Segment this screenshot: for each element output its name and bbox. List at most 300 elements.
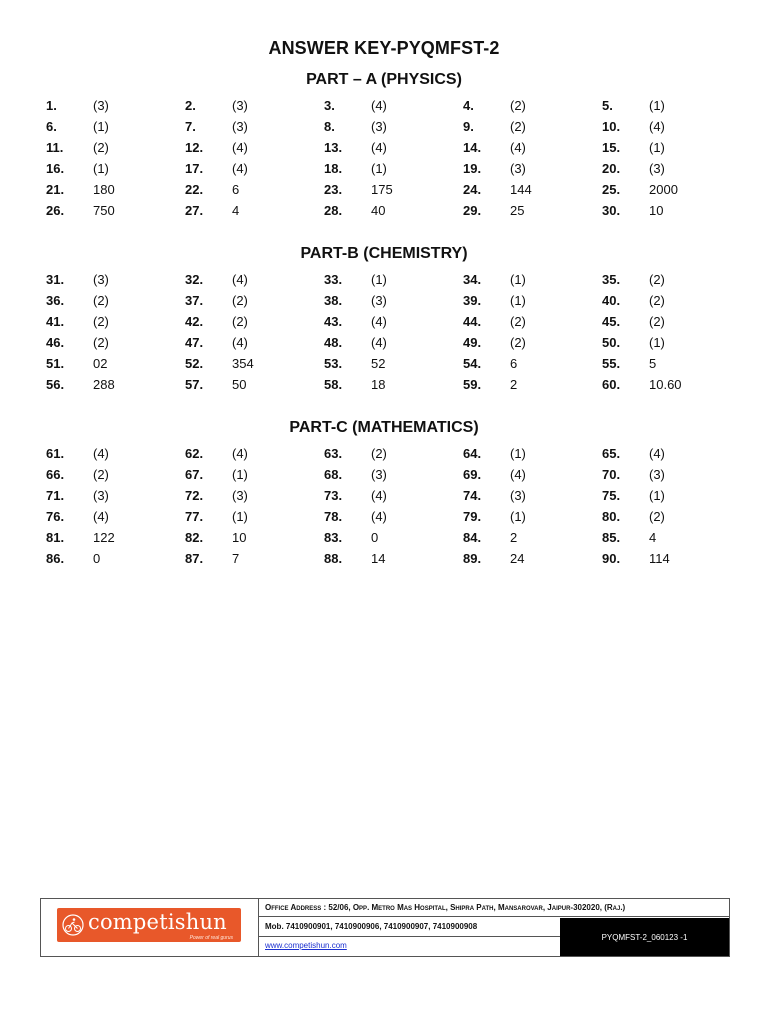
question-number: 54. (463, 356, 482, 371)
answer-row (46, 485, 746, 506)
answer-value: (2) (232, 293, 248, 308)
contact-info (259, 899, 729, 956)
answer-value: (2) (510, 119, 526, 134)
answer-value: 4 (232, 203, 240, 218)
question-number: 82. (185, 530, 204, 545)
question-number: 58. (324, 377, 343, 392)
answer-cell (185, 140, 324, 155)
answer-cell (46, 119, 185, 134)
answer-value: 0 (371, 530, 379, 545)
question-number: 9. (463, 119, 474, 134)
answer-value: (2) (93, 314, 109, 329)
question-number: 11. (46, 140, 64, 155)
answer-value: (4) (371, 98, 387, 113)
answer-value: 7 (232, 551, 240, 566)
answer-row (46, 137, 746, 158)
answer-cell (46, 446, 185, 461)
question-number: 28. (324, 203, 343, 218)
question-number: 26. (46, 203, 65, 218)
question-number: 75. (602, 488, 621, 503)
answer-cell (46, 488, 185, 503)
question-number: 70. (602, 467, 621, 482)
answer-value: (4) (649, 446, 665, 461)
answer-value: (4) (232, 161, 248, 176)
question-number: 32. (185, 272, 204, 287)
answer-value: (4) (371, 509, 387, 524)
answer-value: (3) (232, 488, 248, 503)
question-number: 43. (324, 314, 343, 329)
answer-cell (602, 356, 741, 371)
cyclist-icon (62, 914, 84, 936)
answer-cell (324, 467, 463, 482)
answer-cell (46, 509, 185, 524)
answer-value: (4) (510, 467, 526, 482)
answer-value: (3) (371, 293, 387, 308)
answer-cell (324, 119, 463, 134)
answer-value: (1) (649, 98, 665, 113)
answer-cell (185, 293, 324, 308)
question-number: 44. (463, 314, 482, 329)
question-number: 49. (463, 335, 482, 350)
question-number: 81. (46, 530, 65, 545)
question-number: 19. (463, 161, 482, 176)
logo-name: competishun (88, 910, 227, 934)
answer-row (46, 269, 746, 290)
document-code: PYQMFST-2_060123 -1 (560, 918, 729, 956)
question-number: 69. (463, 467, 482, 482)
answer-cell (324, 377, 463, 392)
question-number: 39. (463, 293, 482, 308)
answer-value: (3) (232, 98, 248, 113)
question-number: 29. (463, 203, 482, 218)
question-number: 30. (602, 203, 621, 218)
answer-cell (463, 293, 602, 308)
question-number: 13. (324, 140, 343, 155)
question-number: 45. (602, 314, 621, 329)
answer-cell (324, 335, 463, 350)
answer-value: 114 (649, 551, 670, 566)
answer-cell (46, 272, 185, 287)
office-address: Office Address : 52/06, Opp. Metro Mas Hospital, Shipra Path, Mansarovar, Jaipur-302020, (Raj.) (259, 899, 729, 917)
section-title-mathematics: PART-C (MATHEMATICS) (289, 419, 479, 436)
question-number: 10. (602, 119, 621, 134)
answer-cell (602, 203, 741, 218)
answer-cell (324, 182, 463, 197)
question-number: 60. (602, 377, 621, 392)
footer (40, 898, 730, 957)
answer-value: 2 (510, 377, 518, 392)
answer-value: 14 (371, 551, 386, 566)
answer-value: (2) (93, 467, 109, 482)
answer-value: 4 (649, 530, 657, 545)
answer-cell (463, 314, 602, 329)
answer-row (46, 200, 746, 221)
answer-value: 122 (93, 530, 115, 545)
question-number: 22. (185, 182, 204, 197)
answer-value: 10.60 (649, 377, 682, 392)
answer-cell (185, 530, 324, 545)
answer-value: (4) (510, 140, 526, 155)
question-number: 6. (46, 119, 57, 134)
question-number: 4. (463, 98, 474, 113)
answer-value: (3) (232, 119, 248, 134)
answer-cell (463, 446, 602, 461)
question-number: 87. (185, 551, 204, 566)
answer-cell (324, 530, 463, 545)
question-number: 21. (46, 182, 65, 197)
question-number: 72. (185, 488, 204, 503)
answer-value: 750 (93, 203, 115, 218)
question-number: 71. (46, 488, 65, 503)
answer-cell (602, 377, 741, 392)
answer-cell (463, 356, 602, 371)
question-number: 2. (185, 98, 196, 113)
answer-cell (463, 119, 602, 134)
question-number: 33. (324, 272, 343, 287)
website (259, 937, 560, 956)
answer-value: (3) (371, 119, 387, 134)
question-number: 86. (46, 551, 65, 566)
answer-cell (185, 182, 324, 197)
answer-cell (463, 509, 602, 524)
answer-cell (185, 446, 324, 461)
question-number: 47. (185, 335, 204, 350)
question-number: 83. (324, 530, 343, 545)
question-number: 38. (324, 293, 343, 308)
answer-value: (1) (371, 161, 387, 176)
question-number: 56. (46, 377, 65, 392)
answer-cell (46, 356, 185, 371)
answer-cell (324, 488, 463, 503)
answer-cell (602, 488, 741, 503)
answer-cell (324, 509, 463, 524)
answer-cell (324, 203, 463, 218)
answer-value: 6 (510, 356, 518, 371)
answer-cell (185, 161, 324, 176)
answer-row (46, 332, 746, 353)
question-number: 37. (185, 293, 204, 308)
answer-value: 02 (93, 356, 108, 371)
answer-row (46, 548, 746, 569)
answer-cell (46, 161, 185, 176)
answer-value: (1) (232, 467, 248, 482)
answer-cell (185, 98, 324, 113)
answer-grid-physics (46, 95, 746, 221)
answer-value: (1) (649, 335, 665, 350)
answer-value: (3) (93, 488, 109, 503)
answer-cell (324, 140, 463, 155)
answer-value: (4) (371, 140, 387, 155)
answer-cell (463, 551, 602, 566)
question-number: 20. (602, 161, 621, 176)
answer-row (46, 179, 746, 200)
answer-cell (46, 98, 185, 113)
answer-value: (2) (93, 293, 109, 308)
answer-value: 5 (649, 356, 657, 371)
answer-value: (4) (232, 272, 248, 287)
question-number: 24. (463, 182, 482, 197)
question-number: 12. (185, 140, 204, 155)
answer-value: (3) (649, 161, 665, 176)
answer-row (46, 527, 746, 548)
answer-cell (185, 488, 324, 503)
answer-grid-mathematics (46, 443, 746, 569)
answer-value: (1) (510, 293, 526, 308)
question-number: 14. (463, 140, 482, 155)
answer-cell (185, 119, 324, 134)
question-number: 7. (185, 119, 196, 134)
answer-row (46, 374, 746, 395)
answer-cell (463, 335, 602, 350)
answer-value: (2) (510, 335, 526, 350)
answer-value: 18 (371, 377, 386, 392)
answer-value: (2) (232, 314, 248, 329)
question-number: 89. (463, 551, 482, 566)
answer-value: (4) (232, 446, 248, 461)
answer-value: (2) (649, 509, 665, 524)
answer-value: 175 (371, 182, 393, 197)
answer-cell (185, 509, 324, 524)
answer-value: (1) (510, 509, 526, 524)
answer-cell (463, 272, 602, 287)
question-number: 77. (185, 509, 204, 524)
answer-cell (185, 335, 324, 350)
answer-cell (185, 551, 324, 566)
answer-row (46, 158, 746, 179)
answer-value: (4) (371, 335, 387, 350)
answer-value: 10 (232, 530, 247, 545)
question-number: 73. (324, 488, 343, 503)
question-number: 67. (185, 467, 204, 482)
answer-cell (46, 314, 185, 329)
question-number: 66. (46, 467, 65, 482)
question-number: 51. (46, 356, 65, 371)
answer-value: (3) (371, 467, 387, 482)
answer-cell (185, 272, 324, 287)
question-number: 5. (602, 98, 613, 113)
answer-value: (2) (649, 293, 665, 308)
answer-cell (602, 314, 741, 329)
answer-cell (46, 293, 185, 308)
question-number: 1. (46, 98, 57, 113)
question-number: 31. (46, 272, 65, 287)
answer-cell (463, 182, 602, 197)
answer-cell (463, 203, 602, 218)
answer-value: (2) (649, 272, 665, 287)
question-number: 40. (602, 293, 621, 308)
question-number: 64. (463, 446, 482, 461)
answer-cell (185, 314, 324, 329)
question-number: 35. (602, 272, 621, 287)
answer-cell (602, 467, 741, 482)
question-number: 90. (602, 551, 621, 566)
question-number: 78. (324, 509, 343, 524)
answer-cell (46, 335, 185, 350)
answer-cell (602, 272, 741, 287)
answer-value: 2000 (649, 182, 678, 197)
website-link[interactable]: www.competishun.com (265, 941, 347, 950)
answer-cell (324, 98, 463, 113)
answer-cell (46, 203, 185, 218)
answer-value: 6 (232, 182, 240, 197)
answer-row (46, 95, 746, 116)
answer-cell (463, 98, 602, 113)
answer-value: (1) (649, 140, 665, 155)
answer-cell (602, 140, 741, 155)
answer-cell (602, 551, 741, 566)
question-number: 79. (463, 509, 482, 524)
answer-value: (4) (649, 119, 665, 134)
answer-cell (463, 488, 602, 503)
question-number: 76. (46, 509, 65, 524)
answer-value: (3) (510, 488, 526, 503)
question-number: 57. (185, 377, 204, 392)
question-number: 34. (463, 272, 482, 287)
answer-value: 40 (371, 203, 386, 218)
answer-cell (324, 272, 463, 287)
question-number: 15. (602, 140, 621, 155)
answer-cell (46, 377, 185, 392)
answer-value: (4) (232, 140, 248, 155)
answer-value: (1) (649, 488, 665, 503)
answer-row (46, 464, 746, 485)
answer-cell (324, 161, 463, 176)
question-number: 55. (602, 356, 621, 371)
question-number: 74. (463, 488, 482, 503)
answer-value: (3) (93, 98, 109, 113)
answer-value: (1) (93, 161, 109, 176)
answer-cell (46, 140, 185, 155)
answer-row (46, 443, 746, 464)
question-number: 62. (185, 446, 204, 461)
question-number: 80. (602, 509, 621, 524)
answer-value: (4) (371, 314, 387, 329)
answer-cell (602, 509, 741, 524)
question-number: 16. (46, 161, 65, 176)
question-number: 61. (46, 446, 65, 461)
section-title-chemistry: PART-B (CHEMISTRY) (300, 245, 468, 262)
answer-row (46, 506, 746, 527)
question-number: 27. (185, 203, 204, 218)
answer-cell (602, 182, 741, 197)
question-number: 17. (185, 161, 204, 176)
question-number: 68. (324, 467, 343, 482)
answer-value: 24 (510, 551, 525, 566)
answer-value: 50 (232, 377, 247, 392)
answer-cell (463, 377, 602, 392)
answer-cell (324, 314, 463, 329)
answer-cell (324, 446, 463, 461)
answer-cell (463, 530, 602, 545)
answer-value: (4) (93, 446, 109, 461)
answer-value: (2) (371, 446, 387, 461)
answer-value: 25 (510, 203, 525, 218)
answer-value: (1) (510, 446, 526, 461)
answer-value: 52 (371, 356, 386, 371)
brand-logo (57, 908, 241, 942)
answer-cell (463, 140, 602, 155)
answer-value: 354 (232, 356, 254, 371)
answer-cell (463, 467, 602, 482)
answer-cell (185, 377, 324, 392)
answer-cell (46, 551, 185, 566)
answer-cell (185, 467, 324, 482)
answer-value: (1) (510, 272, 526, 287)
answer-value: (2) (510, 314, 526, 329)
question-number: 88. (324, 551, 343, 566)
question-number: 18. (324, 161, 343, 176)
question-number: 53. (324, 356, 343, 371)
answer-value: (1) (232, 509, 248, 524)
answer-value: 2 (510, 530, 518, 545)
answer-value: (4) (232, 335, 248, 350)
answer-cell (46, 467, 185, 482)
question-number: 3. (324, 98, 335, 113)
answer-cell (324, 551, 463, 566)
answer-value: (2) (93, 140, 109, 155)
answer-cell (602, 530, 741, 545)
question-number: 48. (324, 335, 343, 350)
answer-value: (3) (93, 272, 109, 287)
answer-cell (602, 293, 741, 308)
answer-value: (2) (93, 335, 109, 350)
answer-row (46, 353, 746, 374)
question-number: 52. (185, 356, 204, 371)
answer-value: (2) (649, 314, 665, 329)
answer-value: (2) (510, 98, 526, 113)
answer-cell (324, 293, 463, 308)
question-number: 8. (324, 119, 335, 134)
question-number: 42. (185, 314, 204, 329)
answer-value: (4) (371, 488, 387, 503)
question-number: 23. (324, 182, 343, 197)
logo-box (41, 899, 259, 956)
answer-value: 0 (93, 551, 101, 566)
question-number: 50. (602, 335, 621, 350)
answer-value: (3) (649, 467, 665, 482)
answer-cell (602, 161, 741, 176)
answer-value: (4) (93, 509, 109, 524)
question-number: 85. (602, 530, 621, 545)
answer-cell (463, 161, 602, 176)
answer-value: (1) (93, 119, 109, 134)
page-title: ANSWER KEY-PYQMFST-2 (268, 38, 500, 58)
logo-tagline: Power of real gurus (189, 935, 233, 941)
question-number: 41. (46, 314, 65, 329)
answer-cell (185, 356, 324, 371)
answer-grid-chemistry (46, 269, 746, 395)
answer-value: 10 (649, 203, 664, 218)
answer-value: 144 (510, 182, 532, 197)
answer-cell (46, 530, 185, 545)
question-number: 65. (602, 446, 621, 461)
answer-cell (185, 203, 324, 218)
answer-cell (324, 356, 463, 371)
section-title-physics: PART – A (PHYSICS) (306, 71, 462, 88)
answer-cell (602, 119, 741, 134)
answer-row (46, 311, 746, 332)
answer-cell (46, 182, 185, 197)
question-number: 36. (46, 293, 65, 308)
question-number: 46. (46, 335, 65, 350)
mobile-numbers: Mob. 7410900901, 7410900906, 7410900907, 7410900908 (259, 918, 560, 937)
question-number: 84. (463, 530, 482, 545)
answer-value: 180 (93, 182, 115, 197)
answer-value: 288 (93, 377, 115, 392)
answer-cell (602, 446, 741, 461)
answer-row (46, 290, 746, 311)
question-number: 63. (324, 446, 343, 461)
